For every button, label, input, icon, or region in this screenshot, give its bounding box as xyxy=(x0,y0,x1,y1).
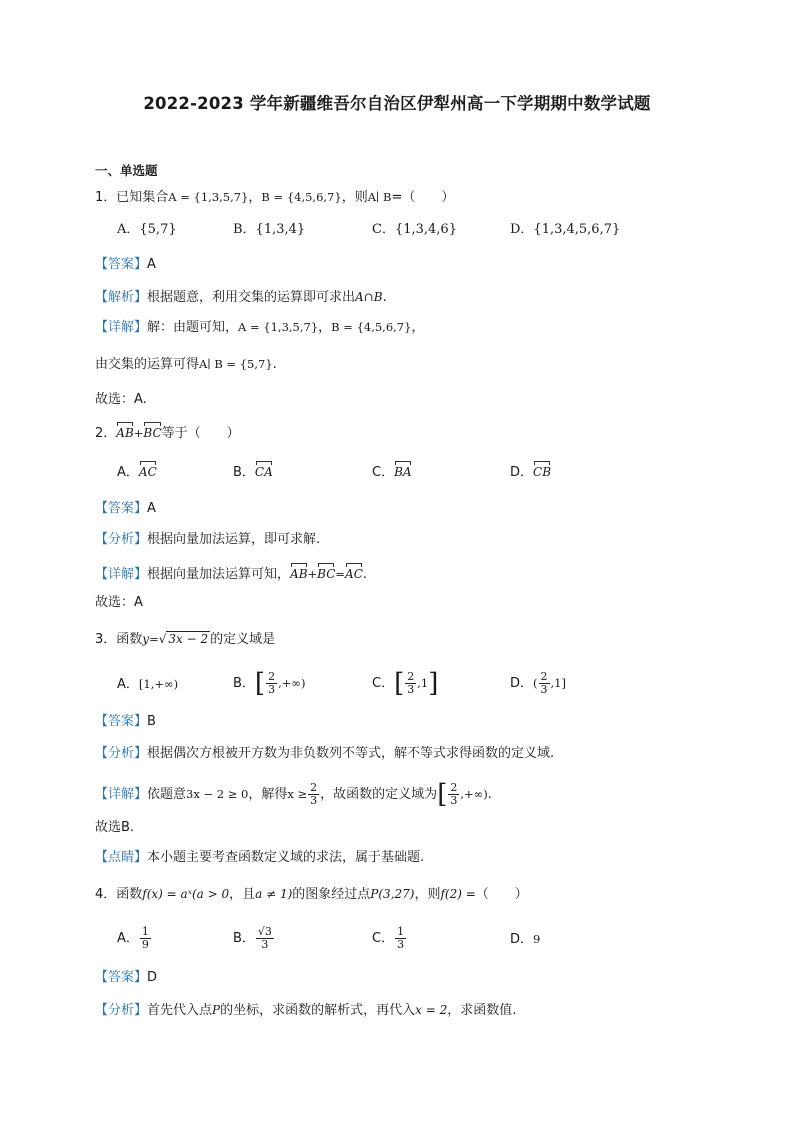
q4-f2: f(2) = xyxy=(440,887,476,901)
q3-option-b-frac xyxy=(266,671,277,696)
q1-detail-text: 解：由题可知， xyxy=(147,320,239,335)
frac-numerator: 2 xyxy=(540,670,548,683)
q2-detail-vector-ac: AC xyxy=(345,562,363,583)
q3-detail-interval-rest: ,+∞) xyxy=(460,787,488,801)
q1-detail2-end: . xyxy=(272,357,277,372)
q3-option-c xyxy=(372,664,438,703)
q4-analysis-end: ，求函数值. xyxy=(447,1003,517,1018)
q2-analysis-text: 根据向量加法运算，即可求解. xyxy=(147,532,321,547)
q4-option-a xyxy=(117,921,152,957)
frac-numerator: 1 xyxy=(397,925,405,938)
q1-choice: 故选：A. xyxy=(95,392,147,407)
q3-option-b xyxy=(233,664,305,703)
q1-detail-set-a: A = {1,3,5,7} xyxy=(238,320,319,334)
q4-analysis-text-2: 的坐标，求函数的解析式，再代入 xyxy=(220,1003,416,1018)
q1-stem-text: 1．已知集合 xyxy=(95,190,169,205)
q4-stem-text-4: ，则 xyxy=(414,887,441,902)
q3-answer xyxy=(95,713,156,731)
analysis-tag: 【分析】 xyxy=(95,532,148,547)
q2-option-d-vector: CB xyxy=(533,460,551,481)
q1-detail xyxy=(95,318,424,337)
q3-sqrt: √ 3x − 2 xyxy=(158,632,209,646)
q1-detail-2 xyxy=(95,355,277,374)
q1-expression: A∣ B xyxy=(367,190,392,204)
q4-option-d xyxy=(510,930,540,949)
q1-detail2-expr: A∣ B = {5,7} xyxy=(199,357,273,371)
q2-option-c xyxy=(372,460,412,482)
q3-comment xyxy=(95,849,424,867)
q1-analysis-text: 根据题意，利用交集的运算即可求出 xyxy=(147,290,356,305)
page-title: 2022-2023 学年新疆维吾尔自治区伊犁州高一下学期期中数学试题 xyxy=(143,94,651,113)
q3-option-a-value: [1,+∞) xyxy=(138,677,179,691)
answer-tag: 【答案】 xyxy=(95,970,148,985)
question-1-stem xyxy=(95,188,454,207)
q3-option-d-frac xyxy=(539,671,550,696)
q3-detail-text: 依题意 xyxy=(147,787,187,802)
section-heading: 一、单选题 xyxy=(95,163,158,178)
q2-plus: + xyxy=(133,426,144,440)
q1-option-a: A．{5,7} xyxy=(117,222,177,237)
q4-stem-text-2: ，且 xyxy=(229,887,256,902)
q2-detail-text: 根据向量加法运算可知， xyxy=(147,567,291,582)
q3-y: y xyxy=(142,632,150,646)
q2-option-a xyxy=(117,460,157,482)
q2-option-d xyxy=(510,460,551,482)
q3-analysis-text: 根据偶次方根被开方数为非负数列不等式，解不等式求得函数的定义域. xyxy=(147,746,555,761)
q1-answer-value: A xyxy=(147,257,156,272)
q4-option-c xyxy=(372,921,407,957)
frac-numerator: 2 xyxy=(407,670,415,683)
question-3-stem xyxy=(95,630,275,649)
q3-answer-value: B xyxy=(147,714,156,729)
q3-option-c-letter: C． xyxy=(372,676,395,691)
q2-answer-value: A xyxy=(147,501,156,516)
q3-detail-x: x ≥ xyxy=(287,787,308,801)
q3-option-c-bracket-open: [ xyxy=(394,668,405,699)
q3-option-d xyxy=(510,664,566,703)
frac-denominator: 3 xyxy=(407,683,415,696)
answer-tag: 【答案】 xyxy=(95,714,148,729)
detail-tag: 【详解】 xyxy=(95,787,148,802)
q3-detail xyxy=(95,776,492,813)
q4-condition: (a > 0 xyxy=(191,887,230,901)
q3-comment-text: 本小题主要考查函数定义域的求法，属于基础题. xyxy=(147,850,425,865)
q3-option-b-bracket: [ xyxy=(254,668,266,699)
q4-condition-2: a ≠ 1) xyxy=(255,887,293,901)
q4-analysis-p: P xyxy=(212,1003,221,1017)
q2-option-c-vector: BA xyxy=(394,460,411,481)
q4-analysis-text: 首先代入点 xyxy=(147,1003,213,1018)
q3-eq: = xyxy=(149,632,159,646)
answer-tag: 【答案】 xyxy=(95,257,148,272)
frac-denominator: 3 xyxy=(261,938,269,951)
q1-option-d: D．{1,3,4,5,6,7} xyxy=(510,222,621,237)
q2-option-b-vector: CA xyxy=(255,460,273,481)
q1-detail-set-b: B = {4,5,6,7} xyxy=(331,320,412,334)
q3-analysis xyxy=(95,745,554,763)
q4-stem-end: （ ） xyxy=(475,887,528,902)
q4-option-b xyxy=(233,921,275,957)
q2-analysis xyxy=(95,531,320,549)
frac-numerator: 2 xyxy=(310,781,318,794)
q4-option-a-letter: A． xyxy=(117,931,139,946)
question-2-stem xyxy=(95,421,240,443)
q2-answer xyxy=(95,500,156,518)
q1-separator: ， xyxy=(248,190,262,205)
q2-detail-vector-ab: AB xyxy=(290,562,307,583)
q3-detail-inequality: 3x − 2 ≥ 0 xyxy=(186,787,249,801)
frac-numerator: √3 xyxy=(257,925,272,938)
q3-option-b-letter: B． xyxy=(233,676,255,691)
q4-stem-text-3: 的图象经过点 xyxy=(292,887,371,902)
analysis-tag: 【分析】 xyxy=(95,746,148,761)
q1-detail-end: ， xyxy=(411,320,425,335)
frac-numerator: 2 xyxy=(450,781,458,794)
q3-choice: 故选B. xyxy=(95,820,135,835)
q2-detail-eq: = xyxy=(335,567,346,581)
q2-stem-end: 等于（ ） xyxy=(161,426,240,441)
q3-stem-end: 的定义域是 xyxy=(210,632,276,647)
q3-option-d-rest: ,1] xyxy=(550,676,566,690)
comment-tag: 【点睛】 xyxy=(95,850,148,865)
q3-option-c-frac xyxy=(405,671,416,696)
q3-option-a xyxy=(117,675,178,694)
q3-option-d-letter: D． xyxy=(510,676,534,691)
q3-option-b-rest: ,+∞) xyxy=(278,676,306,690)
q3-detail-interval-frac xyxy=(448,782,459,807)
q1-set-a: A = {1,3,5,7} xyxy=(168,190,249,204)
q4-answer xyxy=(95,969,157,987)
frac-denominator: 3 xyxy=(450,794,458,807)
question-4-stem xyxy=(95,885,528,904)
q4-option-c-letter: C． xyxy=(372,931,395,946)
frac-denominator: 9 xyxy=(141,938,149,951)
q3-stem-text: 3．函数 xyxy=(95,632,143,647)
q3-option-d-open: ( xyxy=(533,676,538,690)
q3-detail-frac xyxy=(308,782,319,807)
q4-option-a-frac xyxy=(140,926,151,951)
q1-analysis-end: . xyxy=(382,290,387,305)
frac-numerator: 2 xyxy=(268,670,276,683)
q2-detail-plus: + xyxy=(307,567,318,581)
q2-detail-vector-bc: BC xyxy=(317,562,335,583)
q1-option-b: B．{1,3,4} xyxy=(233,222,306,237)
analysis-tag: 【解析】 xyxy=(95,290,148,305)
q4-analysis xyxy=(95,1001,516,1020)
q2-vector-bc: BC xyxy=(143,421,161,442)
q4-point: P(3,27) xyxy=(370,887,415,901)
q2-option-a-vector: AC xyxy=(139,460,157,481)
frac-denominator: 3 xyxy=(397,938,405,951)
frac-denominator: 3 xyxy=(540,683,548,696)
q3-radicand: 3x − 2 xyxy=(168,632,209,646)
q2-option-b-letter: B． xyxy=(233,465,255,480)
detail-tag: 【详解】 xyxy=(95,320,148,335)
q2-option-b xyxy=(233,460,273,482)
q2-vector-ab: AB xyxy=(116,421,133,442)
answer-tag: 【答案】 xyxy=(95,501,148,516)
q3-option-c-rest: ,1 xyxy=(417,676,429,690)
q3-option-a-letter: A． xyxy=(117,677,139,692)
q1-stem-end: =（ ） xyxy=(391,190,455,205)
q3-detail-bracket: [ xyxy=(437,779,448,810)
q4-option-b-letter: B． xyxy=(233,931,255,946)
q2-number: 2． xyxy=(95,426,117,441)
q4-option-c-frac xyxy=(395,926,406,951)
q4-option-d-letter: D． xyxy=(510,932,534,947)
detail-tag: 【详解】 xyxy=(95,567,148,582)
q4-answer-value: D xyxy=(147,970,158,985)
q3-detail-text-3: ，故函数的定义域为 xyxy=(320,787,438,802)
q2-option-d-letter: D． xyxy=(510,465,534,480)
q2-option-a-letter: A． xyxy=(117,465,139,480)
q4-stem-text: 4．函数 xyxy=(95,887,143,902)
q3-option-c-bracket-close: ] xyxy=(428,668,439,699)
q1-detail-sep: ， xyxy=(318,320,332,335)
q1-option-c: C．{1,3,4,6} xyxy=(372,222,457,237)
q2-detail xyxy=(95,562,367,584)
q1-detail2-text: 由交集的运算可得 xyxy=(95,357,200,372)
q2-option-c-letter: C． xyxy=(372,465,395,480)
q4-option-d-value: 9 xyxy=(533,932,541,946)
q3-detail-text-2: ，解得 xyxy=(248,787,288,802)
frac-denominator: 3 xyxy=(268,683,276,696)
q2-detail-end: . xyxy=(362,567,368,582)
q1-analysis xyxy=(95,288,387,307)
frac-numerator: 1 xyxy=(141,925,149,938)
q1-stem-text-2: ，则 xyxy=(341,190,368,205)
q1-analysis-expr: A∩B xyxy=(355,290,383,304)
q4-analysis-x: x = 2 xyxy=(415,1003,448,1017)
q3-detail-end: . xyxy=(487,787,492,802)
analysis-tag: 【分析】 xyxy=(95,1003,148,1018)
q4-option-b-frac xyxy=(256,926,274,951)
frac-denominator: 3 xyxy=(310,794,318,807)
q4-function: f(x) = aˣ xyxy=(142,887,192,901)
q1-answer xyxy=(95,256,156,274)
q2-choice: 故选：A xyxy=(95,595,143,610)
q1-set-b: B = {4,5,6,7} xyxy=(261,190,342,204)
